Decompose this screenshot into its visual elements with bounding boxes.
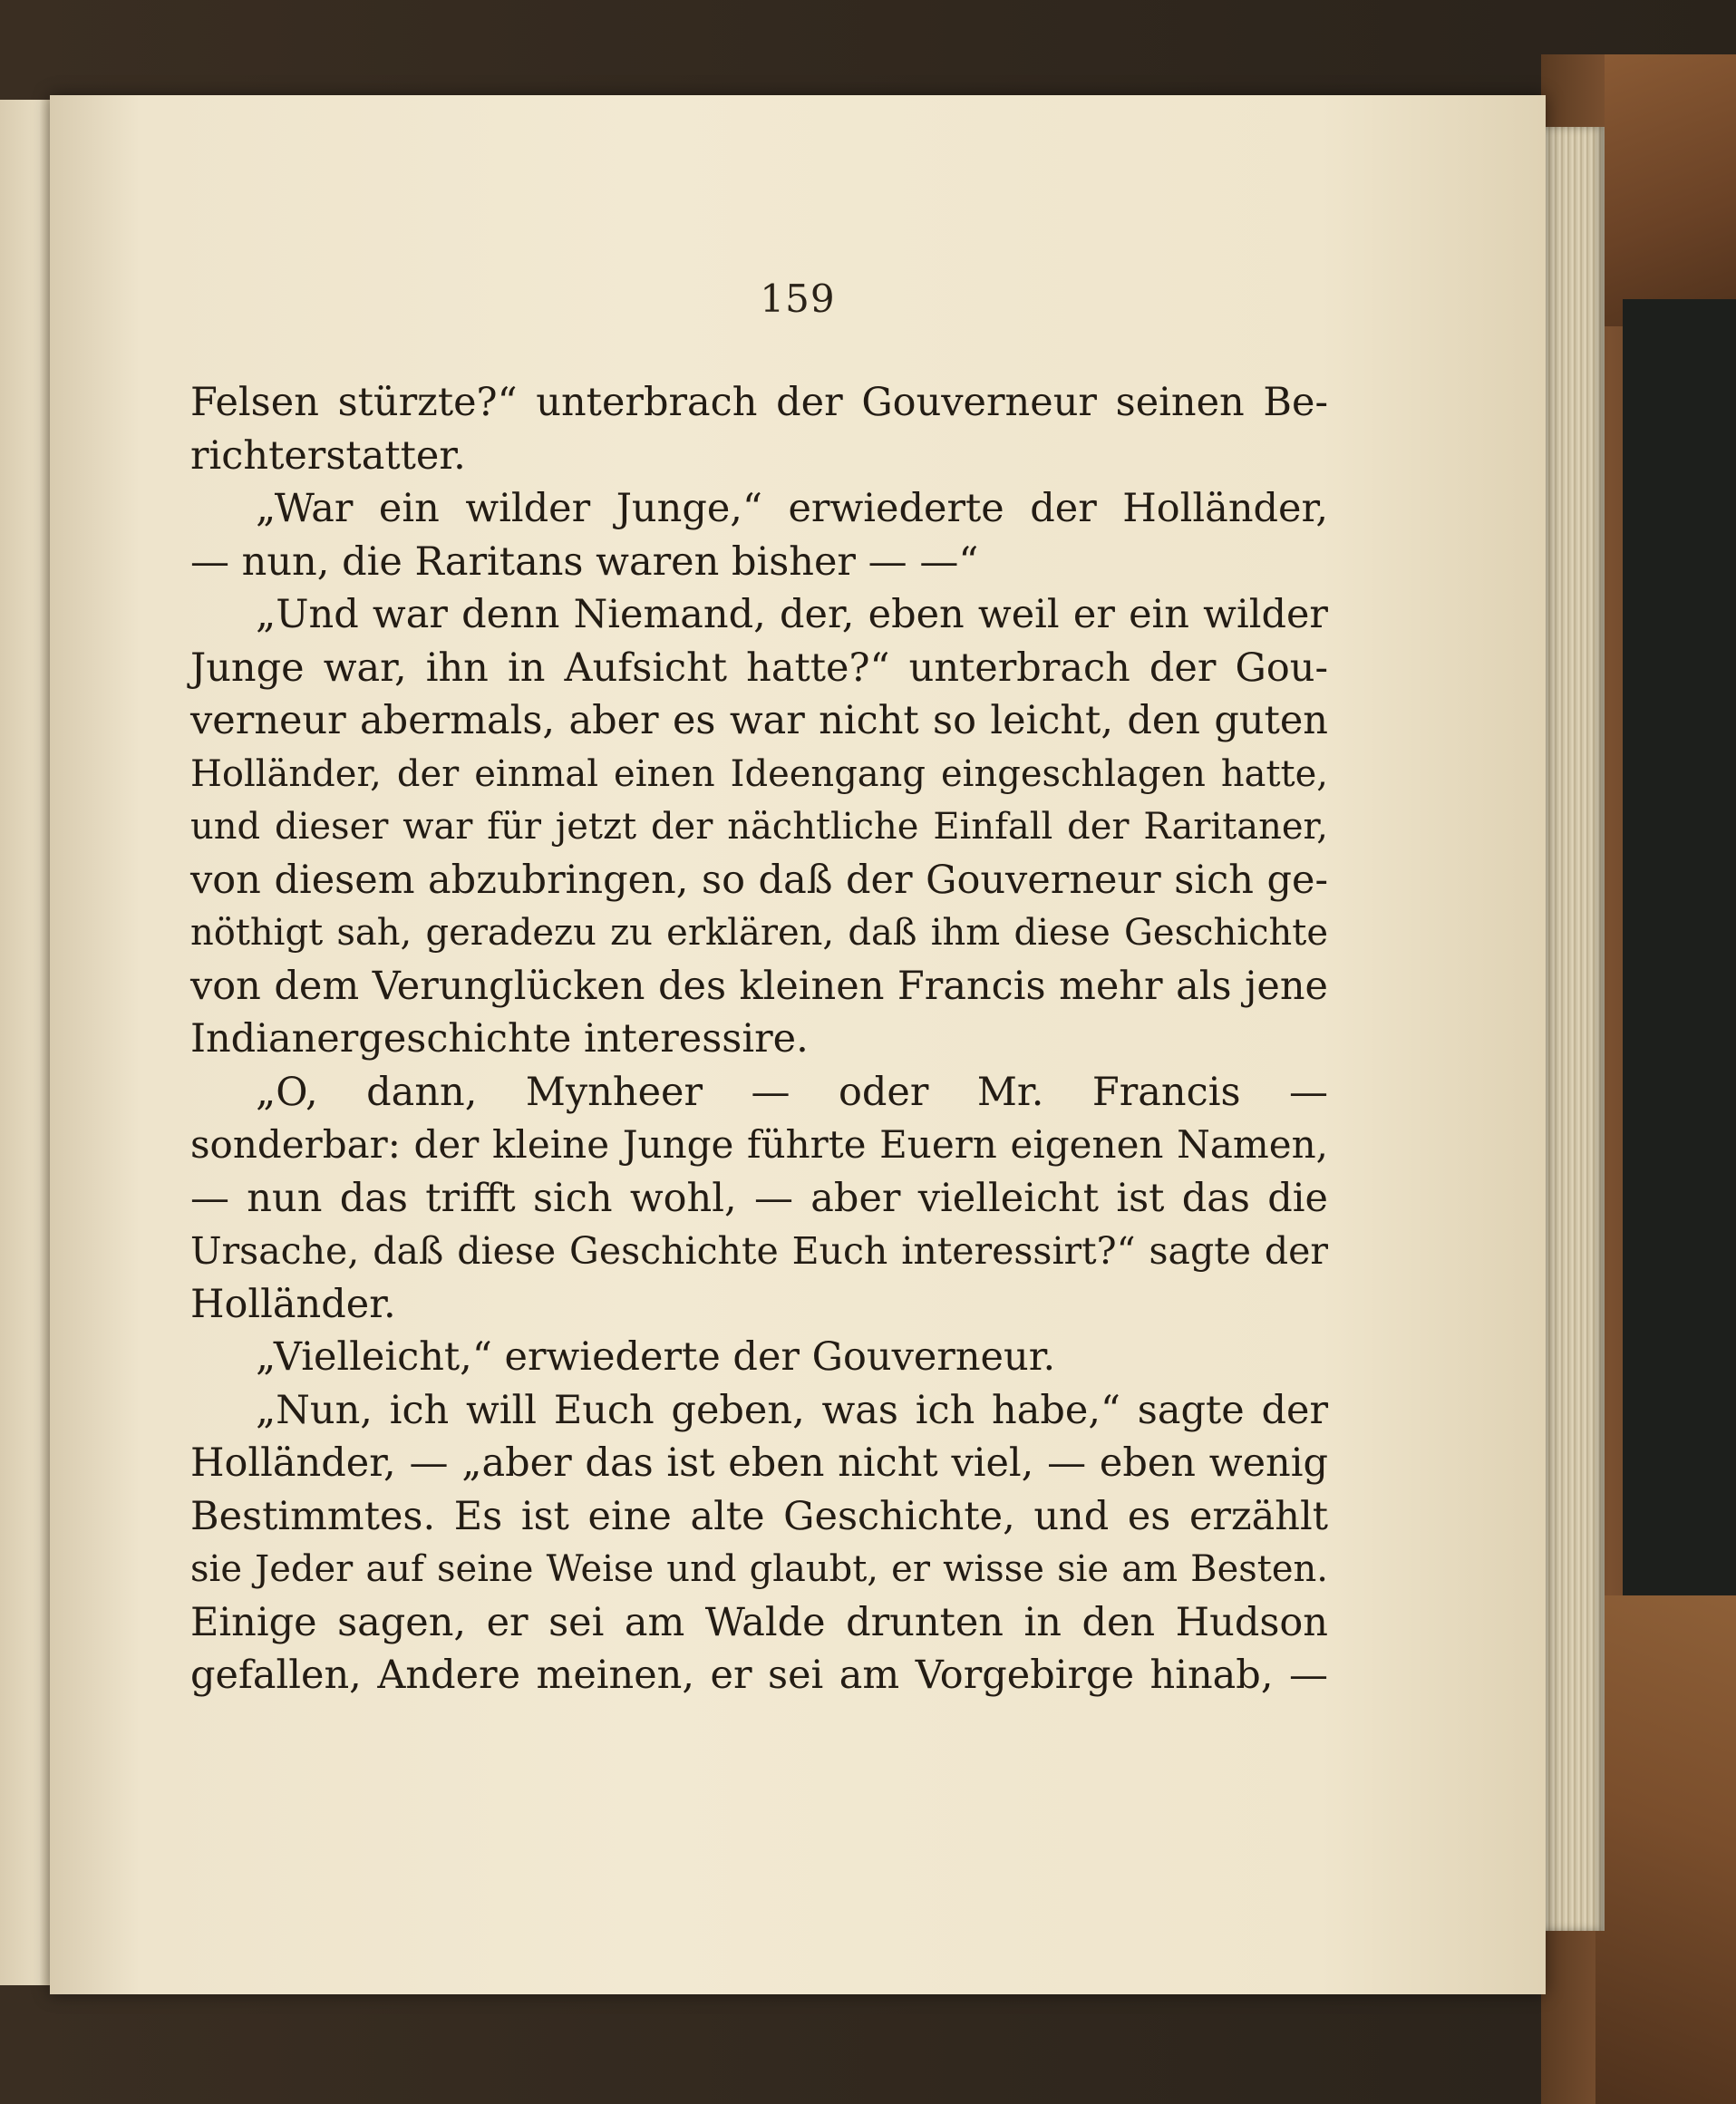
text-line: verneur abermals, aber es war nicht so leicht, den guten <box>190 698 1328 743</box>
text-line: — nun das trifft sich wohl, — aber vielleicht ist das die <box>190 1175 1328 1221</box>
cover-corner-bottom <box>1595 1595 1736 2104</box>
cover-corner-top <box>1605 54 1736 326</box>
text-line: von dem Verunglücken des kleinen Francis mehr als jene <box>190 963 1328 1009</box>
text-line: Holländer, — „aber das ist eben nicht viel, — eben wenig <box>190 1440 1328 1486</box>
text-line: gefallen, Andere meinen, er sei am Vorgebirge hinab, — <box>190 1653 1328 1698</box>
text-line: und dieser war für jetzt der nächtliche Einfall der Raritaner, <box>190 806 1328 848</box>
text-line: sie Jeder auf seine Weise und glaubt, er wisse sie am Besten. <box>190 1548 1328 1590</box>
book-page <box>50 95 1546 1994</box>
text-line: richterstatter. <box>190 432 466 479</box>
text-line: von diesem abzubringen, so daß der Gouverneur sich ge- <box>190 857 1328 903</box>
text-line: Holländer, der einmal einen Ideengang eingeschlagen hatte, <box>190 752 1328 795</box>
text-line: „War ein wilder Junge,“ erwiederte der Holländer, <box>256 486 1328 531</box>
page-text <box>190 376 1328 1702</box>
text-line: sonderbar: der kleine Junge führte Euern eigenen Namen, <box>190 1122 1328 1167</box>
text-line: Ursache, daß diese Geschichte Euch interessirt?“ sagte der <box>190 1229 1328 1273</box>
text-line: — nun, die Raritans waren bisher — —“ <box>190 538 979 585</box>
text-line: „O, dann, Mynheer — oder Mr. Francis — <box>256 1069 1328 1115</box>
text-line: Junge war, ihn in Aufsicht hatte?“ unterbrach der Gou- <box>190 645 1328 691</box>
text-line: „Nun, ich will Euch geben, was ich habe,“ sagte der <box>256 1387 1328 1433</box>
text-line: Indianergeschichte interessire. <box>190 1016 809 1062</box>
text-line: nöthigt sah, geradezu zu erklären, daß ihm diese Geschichte <box>190 912 1328 954</box>
page-number: 159 <box>760 276 836 321</box>
text-line: Holländer. <box>190 1281 396 1327</box>
text-line: Bestimmtes. Es ist eine alte Geschichte, und es erzählt <box>190 1493 1328 1539</box>
text-line: „Vielleicht,“ erwiederte der Gouverneur. <box>256 1334 1056 1380</box>
text-line: Felsen stürzte?“ unterbrach der Gouverneur seinen Be- <box>190 380 1328 425</box>
text-line: Einige sagen, er sei am Walde drunten in den Hudson <box>190 1599 1328 1645</box>
cover-board <box>1623 299 1736 1659</box>
text-line: „Und war denn Niemand, der, eben weil er ein wilder <box>256 592 1328 637</box>
